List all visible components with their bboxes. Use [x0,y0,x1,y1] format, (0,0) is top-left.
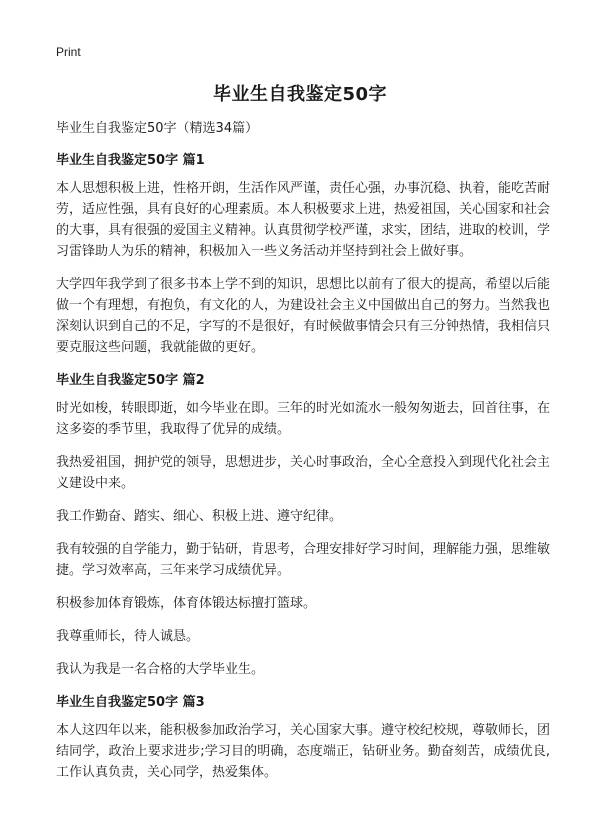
page-title: 毕业生自我鉴定50字 [212,84,388,105]
section-heading: 毕业生自我鉴定50字 篇1 [56,153,205,168]
document-subtitle: 毕业生自我鉴定50字（精选34篇） [56,121,259,136]
paragraph: 大学四年我学到了很多书本上学不到的知识，思想比以前有了很大的提高，希望以后能做一个有理想，有抱负，有文化的人，为建设社会主义中国做出自己的努力。当然我也深刻认识到自己的不足，字写的不是很好，有时候做事情会只有三分钟热情，我相信只要克服这些问题，我就能做的更好。 [56,277,551,355]
section-3 [56,692,550,783]
article-body [56,118,550,795]
print-link[interactable]: Print [56,45,81,59]
paragraph: 积极参加体育锻炼，体育体锻达标擅打篮球。 [56,596,317,611]
section-2 [56,370,550,680]
paragraph: 本人思想积极上进，性格开朗，生活作风严谨，责任心强，办事沉稳、执着，能吃苦耐劳，适应性强，具有良好的心理素质。本人积极要求上进，热爱祖国，关心国家和社会的大事，具有很强的爱国主义精神。认真贯彻学校严谨，求实，团结，进取的校训，学习雷锋助人为乐的精神，积极加入一些义务活动并坚持到社会上做好事。 [56,181,551,259]
paragraph: 我有较强的自学能力，勤于钻研，肯思考，合理安排好学习时间，理解能力强，思维敏捷。学习效率高，三年来学习成绩优异。 [56,542,551,578]
paragraph: 本人这四年以来，能积极参加政治学习，关心国家大事。遵守校纪校规，尊敬师长，团结同学，政治上要求进步;学习目的明确，态度端正，钻研业务。勤奋刻苦，成绩优良,工作认真负责，关心同学，热爱集体。 [56,723,551,780]
paragraph: 我热爱祖国，拥护党的领导，思想进步，关心时事政治，全心全意投入到现代化社会主义建设中来。 [56,455,551,491]
section-heading: 毕业生自我鉴定50字 篇2 [56,373,205,388]
paragraph: 我尊重师长，待人诚恳。 [56,629,200,644]
section-1 [56,150,550,358]
section-heading: 毕业生自我鉴定50字 篇3 [56,695,205,710]
paragraph: 时光如梭，转眼即逝，如今毕业在即。三年的时光如流水一般匆匆逝去，回首往事，在这多姿的季节里，我取得了优异的成绩。 [56,401,551,437]
paragraph: 我认为我是一名合格的大学毕业生。 [56,662,265,677]
paragraph: 我工作勤奋、踏实、细心、积极上进、遵守纪律。 [56,509,343,524]
